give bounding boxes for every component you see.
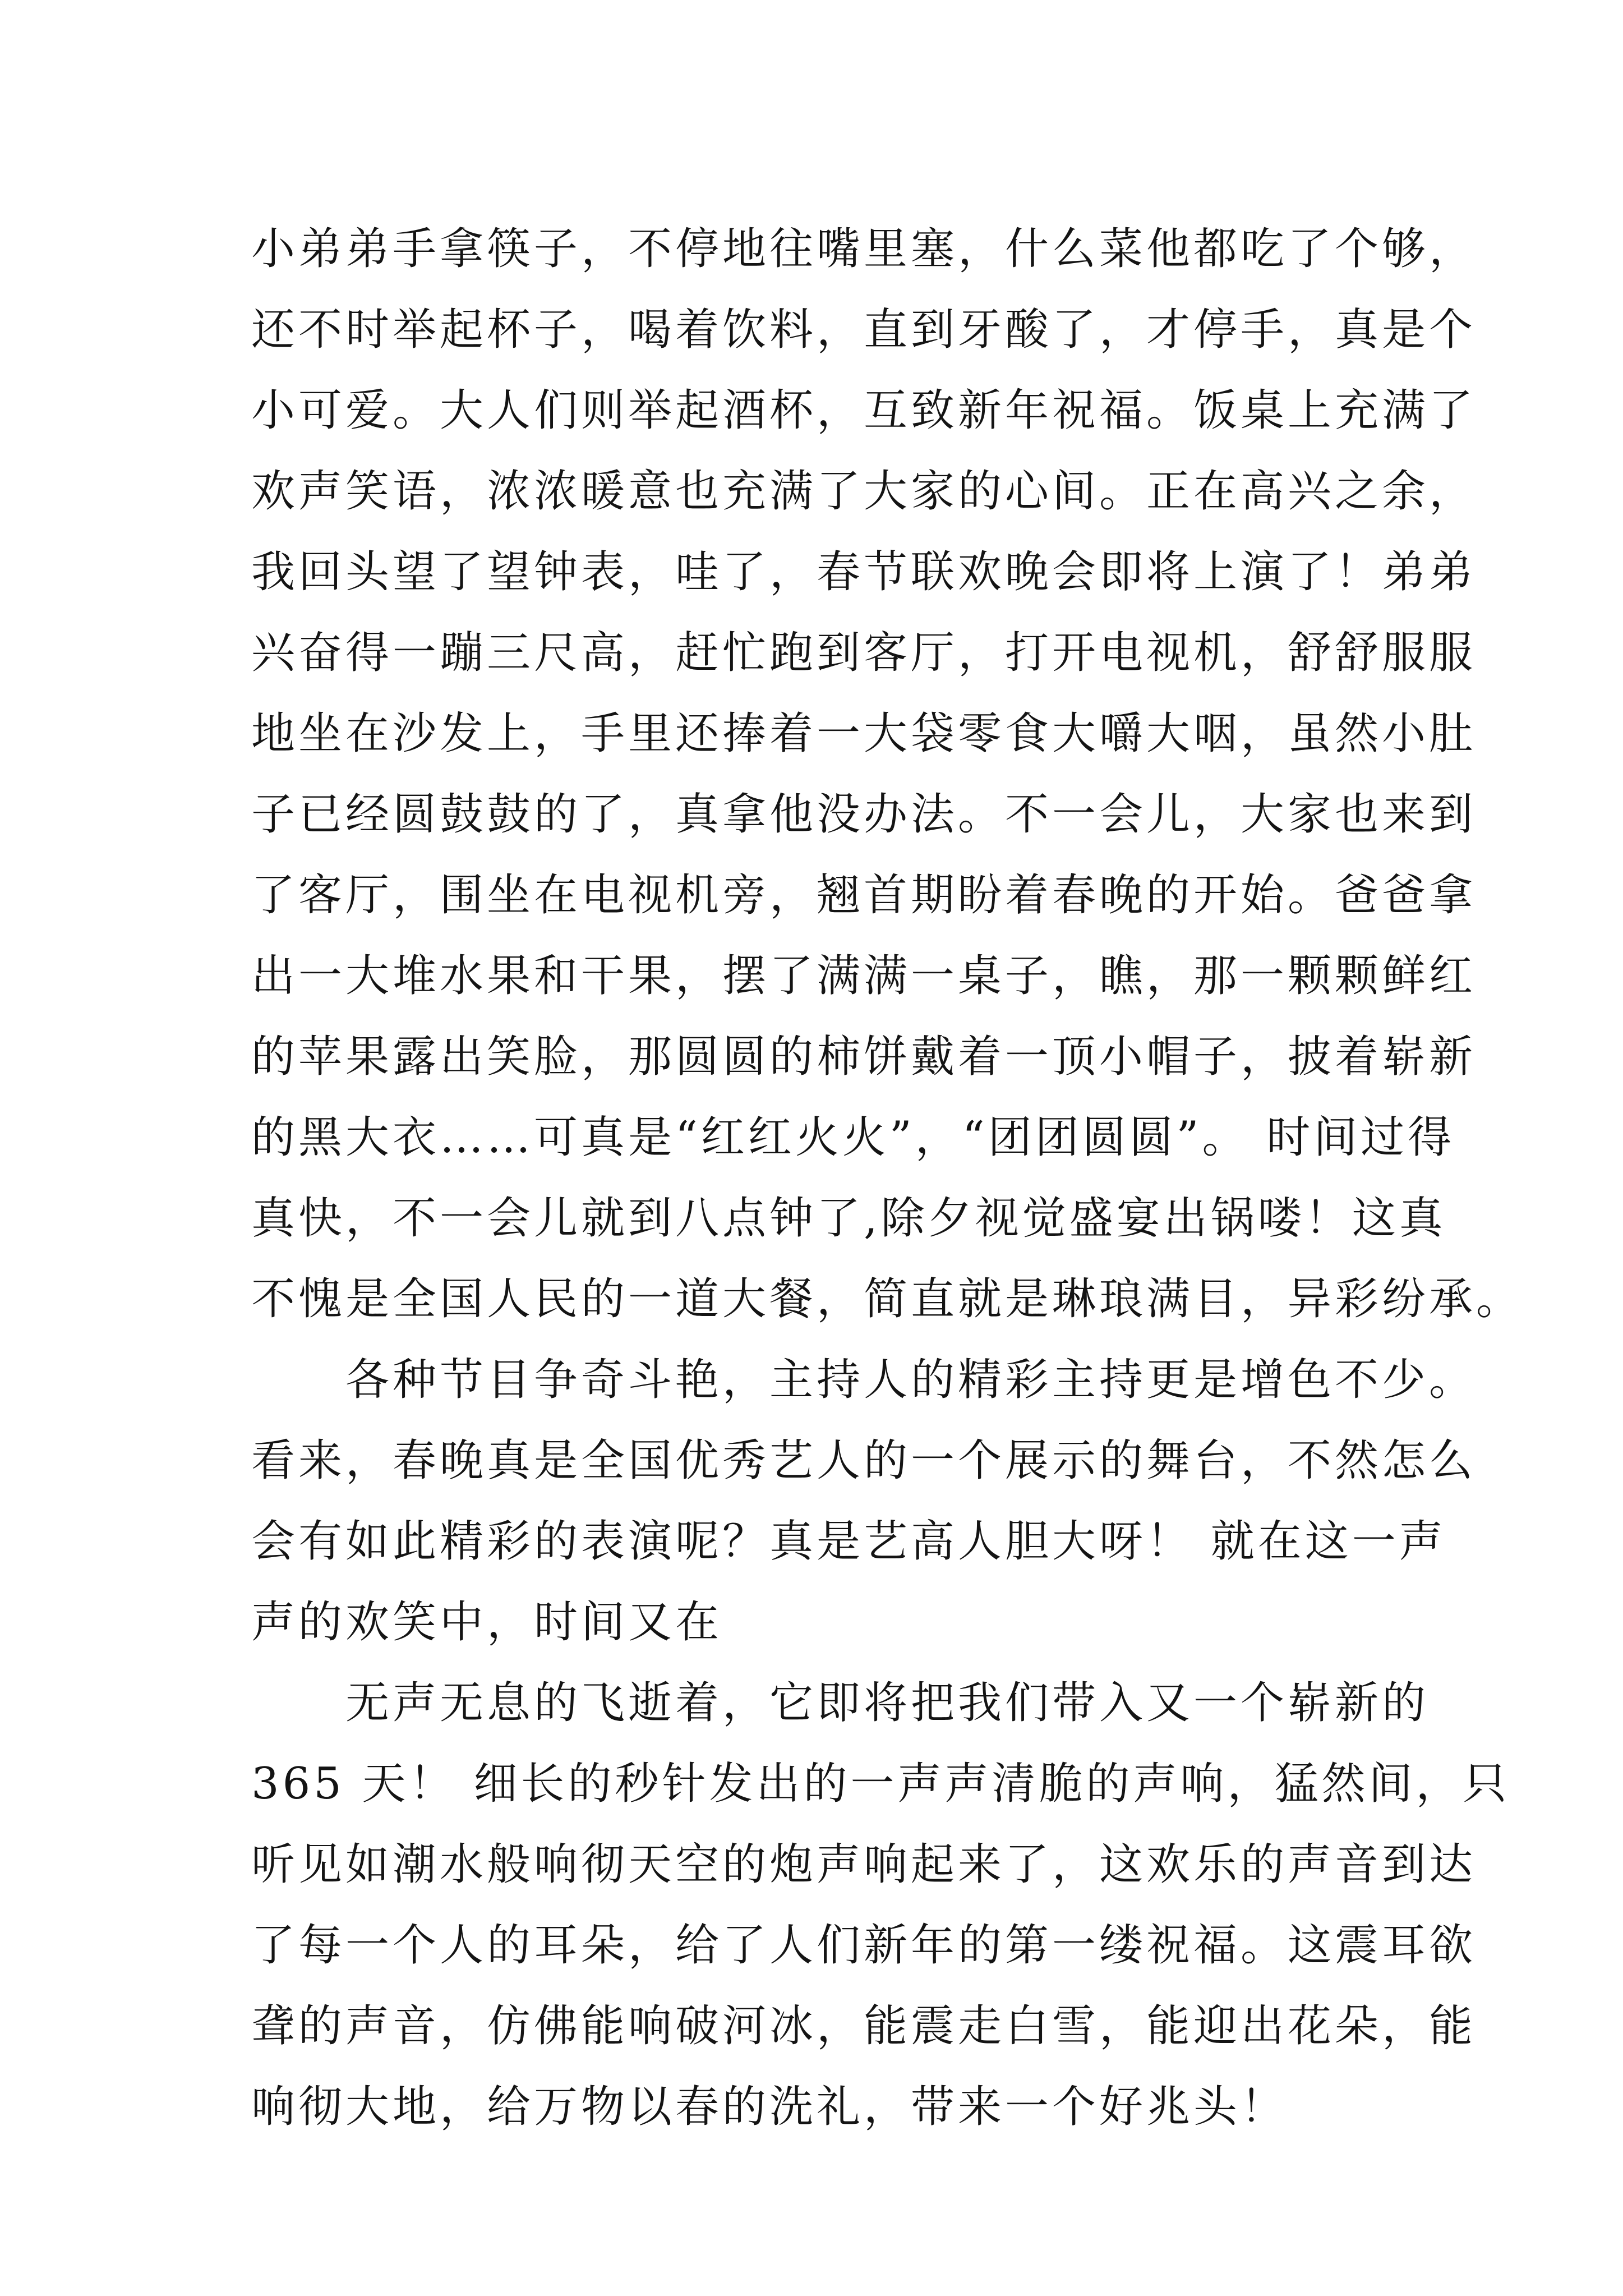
text-line: 不愧是全国人民的一道大餐，简直就是琳琅满目，异彩纷承。 <box>251 1274 1524 1324</box>
text-line: 了每一个人的耳朵，给了人们新年的第一缕祝福。这震耳欲 <box>251 1920 1477 1971</box>
text-line: 365 天！ 细长的秒针发出的一声声清脆的声响，猛然间，只 <box>251 1759 1510 1809</box>
text-line: 的苹果露出笑脸，那圆圆的柿饼戴着一顶小帽子，披着崭新 <box>251 1032 1477 1082</box>
text-line: 小弟弟手拿筷子，不停地往嘴里塞，什么菜他都吃了个够， <box>251 224 1477 274</box>
text-line: 小可爱。大人们则举起酒杯，互致新年祝福。饭桌上充满了 <box>251 385 1477 436</box>
text-line: 声的欢笑中，时间又在 <box>251 1597 723 1648</box>
text-line: 我回头望了望钟表，哇了，春节联欢晚会即将上演了！弟弟 <box>251 547 1477 597</box>
body-text <box>251 209 1524 2147</box>
text-line: 子已经圆鼓鼓的了，真拿他没办法。不一会儿，大家也来到 <box>251 789 1477 840</box>
paragraph-first-line: 各种节目争奇斗艳，主持人的精彩主持更是增色不少。 <box>345 1355 1477 1405</box>
text-line: 听见如潮水般响彻天空的炮声响起来了，这欢乐的声音到达 <box>251 1839 1477 1890</box>
text-line: 会有如此精彩的表演呢？真是艺高人胆大呀！ 就在这一声 <box>251 1516 1446 1567</box>
text-line: 了客厅，围坐在电视机旁，翘首期盼着春晚的开始。爸爸拿 <box>251 870 1477 921</box>
text-line: 地坐在沙发上，手里还捧着一大袋零食大嚼大咽，虽然小肚 <box>251 708 1477 759</box>
text-line: 聋的声音，仿佛能响破河冰，能震走白雪，能迎出花朵，能 <box>251 2001 1477 2051</box>
text-line: 欢声笑语，浓浓暖意也充满了大家的心间。正在高兴之余， <box>251 466 1477 517</box>
text-line: 出一大堆水果和干果，摆了满满一桌子，瞧，那一颗颗鲜红 <box>251 951 1477 1001</box>
text-line: 的黑大衣……可真是“红红火火”，“团团圆圆”。 时间过得 <box>251 1112 1455 1163</box>
text-line: 看来，春晚真是全国优秀艺人的一个展示的舞台，不然怎么 <box>251 1435 1477 1486</box>
text-line: 还不时举起杯子，喝着饮料，直到牙酸了，才停手，真是个 <box>251 305 1477 355</box>
text-line: 兴奋得一蹦三尺高，赶忙跑到客厅，打开电视机，舒舒服服 <box>251 628 1477 678</box>
text-line: 响彻大地，给万物以春的洗礼，带来一个好兆头！ <box>251 2082 1288 2132</box>
text-line: 真快，不一会儿就到八点钟了,除夕视觉盛宴出锅喽！这真 <box>251 1193 1446 1244</box>
paragraph-first-line: 无声无息的飞逝着，它即将把我们带入又一个崭新的 <box>345 1678 1430 1728</box>
